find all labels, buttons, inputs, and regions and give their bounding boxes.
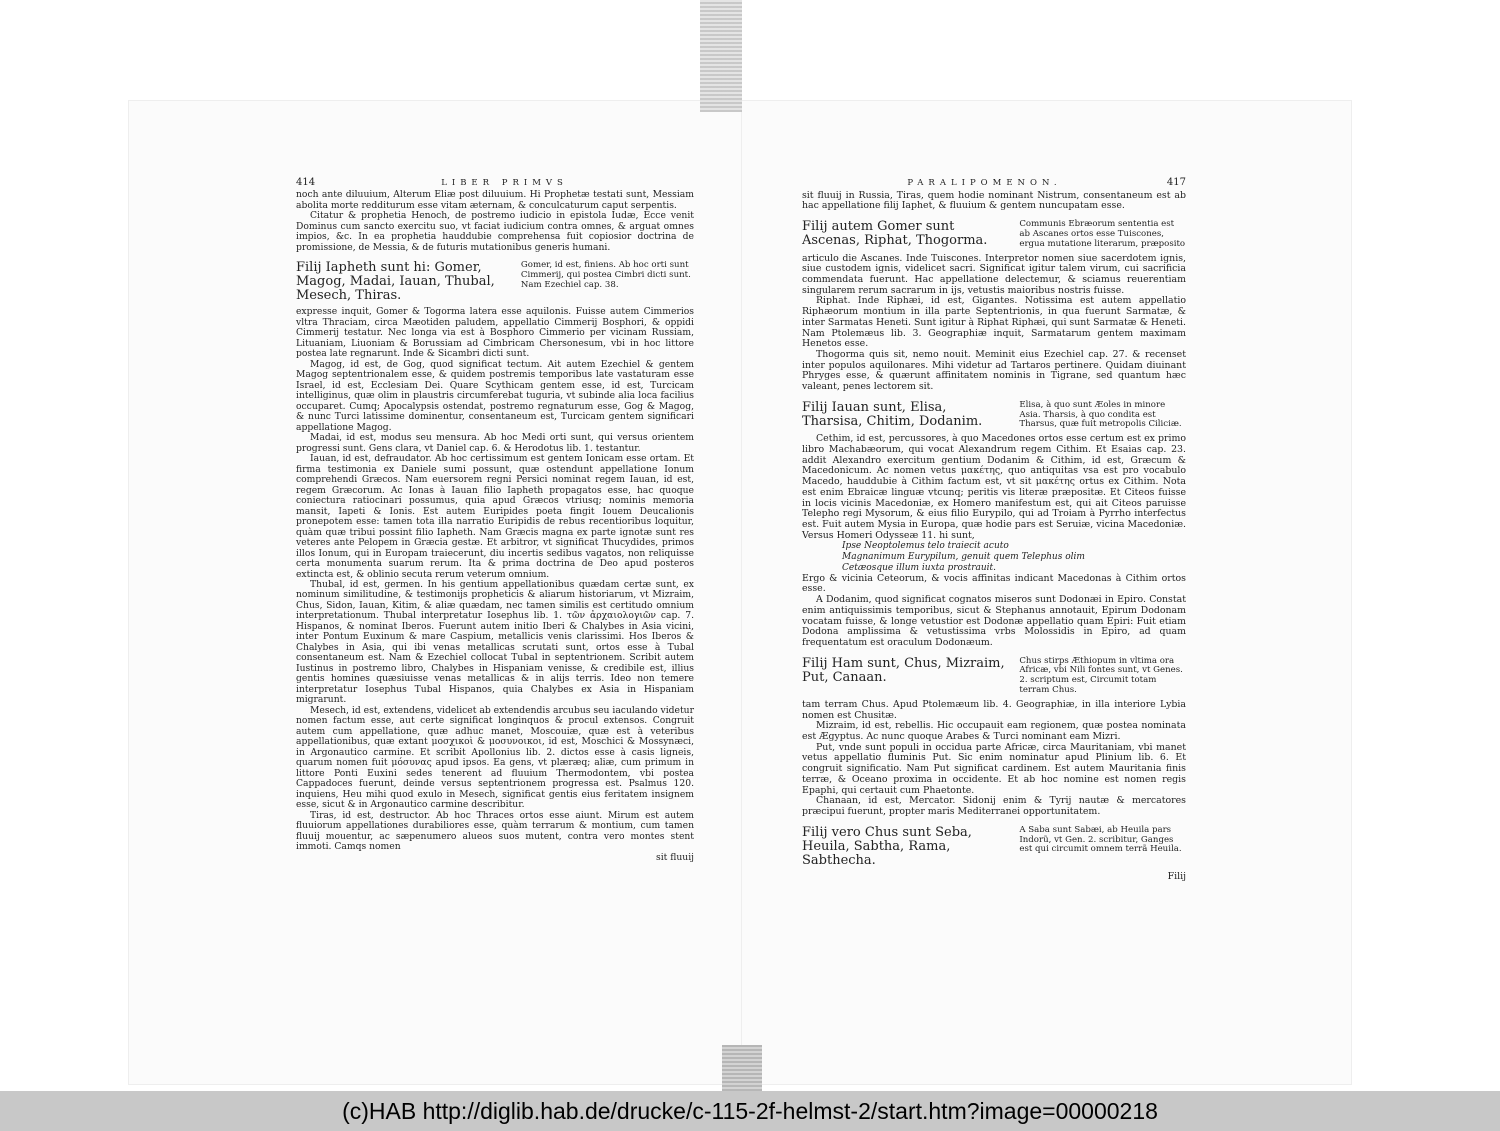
copyright-footer	[0, 1091, 1500, 1131]
paragraph: articulo die Ascanes. Inde Tuiscones. Interpretor nomen siue sacerdotem ignis, siue custodem ignis, videlicet sacri. Significat igitur talem virum, cui sacrificia commendata fuerunt. Hac appellatione delectemur, & sciamus reuerentiam singularem rerum sacrarum in ijs, vetustis maioribus nostris fuisse.	[802, 252, 1186, 296]
bible-verse: Filij Ham sunt, Chus, Mizraim, Put, Canaan.	[802, 655, 1005, 685]
paragraph: Chanaan, id est, Mercator. Sidonij enim & Tyrij nautæ & mercatores præcipui fuerunt, propter maris Mediterranei opportunitatem.	[802, 795, 1186, 818]
verse-block	[802, 220, 1186, 249]
left-running-head	[296, 178, 694, 188]
gutter-shadow-top	[700, 0, 742, 112]
poem-quote	[802, 541, 1186, 573]
paragraph: A Dodanim, quod significat cognatos miseros sunt Dodonæi in Epiro. Constat enim antiquissimis temporibus, sicut & Stephanus annotauit, Epirum Dodonam vocatam fuisse, & longe vetustior est Dodonæ appellatio quam Epiri: Fuit etiam Dodona amplissima & vetustissima vrbs Molossidis in Epiro, ad quam frequentatum est oraculum Dodonæum.	[802, 594, 1186, 648]
gutter-line	[741, 110, 742, 1045]
left-page-number: 414	[296, 177, 316, 188]
paragraph: Cethim, id est, percussores, à quo Macedones ortos esse certum est ex primo libro Machabæorum, qui vocat Alexandrum regem Cithim. Et Esaias cap. 23. addit Alexandro exercitum gentium Dodanim & Cithim, id est, Græcum & Macedonicum. Ac nomen vetus μακέτης, quo antiquitas vsa est pro vocabulo Macedo, hauddubie à Cithim factum est, vt sit μακέτης ortus ex Cithim. Nota est enim Ebraicæ linguæ vtcunq; peritis vis literæ præpositæ. Et Citeos fuisse in locis vicinis Macedoniæ, ex Homero manifestum est, qui ait Citeos paruisse Telepho regi Mysorum, & eius filio Eurypilo, qui ad Troiam à Pyrrho interfectus est. Fuit autem Mysia in Europa, quæ hodie pars est Seruiæ, vicina Macedoniæ. Versus Homeri Odysseæ 11. hi sunt,	[802, 433, 1186, 541]
paragraph: Magog, id est, de Gog, quod significat tectum. Ait autem Ezechiel & gentem Magog septentrionalem esse, & quidem postremis temporibus late vastaturam esse Israel, id est, Ecclesiam Dei. Quare Scythicam gentem esse, id est, Turcicam intelliginus, quæ olim in plaustris circumferebat tuguria, vt subinde alia loca facilius occuparet. Cumq; Apocalypsis ostendat, postremo regnaturum esse, Gog & Magog, & nunc Turci latissime dominentur, consentaneum est, Turcicam gentem significari appellatione Magog.	[296, 358, 694, 433]
margin-note: A Saba sunt Sabæi, ab Heuila pars Indorũ, vt Gen. 2. scribitur, Ganges est qui circumit omnem terrã Heuila.	[1019, 824, 1182, 855]
right-running-title: PARALIPOMENON.	[907, 178, 1062, 188]
margin-note: Elisa, à quo sunt Æoles in minore Asia. Tharsis, à quo condita est Tharsus, quæ fuit metropolis Ciliciæ.	[1019, 399, 1182, 430]
poem-line: Magnanimum Eurypilum, genuit quem Telephus olim	[842, 552, 1085, 563]
paragraph: Riphat. Inde Riphæi, id est, Gigantes. Notissima est autem appellatio Riphæorum montium in illa parte Septentrionis, in qua fuerunt Sarmatæ, & inter Sarmatas Heneti. Sunt igitur à Riphat Riphæi, qui sunt Sarmatæ & Heneti. Nam Ptolemæus lib. 3. Geographiæ inquit, Sarmatarum gentem maximam Henetos esse.	[802, 295, 1186, 350]
left-page	[296, 178, 694, 863]
verse-block	[802, 657, 1186, 696]
paragraph: Citatur & prophetia Henoch, de postremo iudicio in epistola Iudæ, Ecce venit Dominus cum sancto exercitu suo, vt faciat iudicium contra omnes, & arguat omnes impios, &c. In ea prophetia hauddubie comprehensa fuit copiosior doctrina de promissione, de Messia, & de futuris mutationibus generis humani.	[296, 210, 694, 253]
paragraph: sit fluuij in Russia, Tiras, quem hodie nominant Nistrum, consentaneum est ab hac appellatione filij Iaphet, & fluuium & gentem nuncupatam esse.	[802, 189, 1186, 212]
paragraph: Thubal, id est, germen. In his gentium appellationibus quædam certæ sunt, ex nominum similitudine, & testimonijs propheticis & aliarum historiarum, vt Mizraim, Chus, Sidon, Iauan, Kitim, & aliæ quædam, nec tamen similis est certitudo omnium interpretationum. Thubal interpretatur Iosephus lib. 1. τῶν ἀρχαιολογιῶν cap. 7. Hispanos, & nominat Iberos. Fuerunt autem initio Iberi & Chalybes in Asia vicini, inter Pontum Euxinum & mare Caspium, metallicis venis clarissimi. Hos Iberos & Chalybes in Asia, qui ibi venas metallicas scrutati sunt, ortos esse à Tubal consentaneum est. Nam & Ezechiel collocat Tubal in septentrionem. Scribit autem Iustinus in postremo libro, Chalybes in Hispaniam venisse, & credibile est, illius gentis homines quæsiuisse venas metallicas & in alijs terris. Ideo non temere interpretatur Iosephus Tubal Hispanos, quia Chalybes ex Asia in Hispaniam migrarunt.	[296, 578, 694, 706]
poem-line: Cetæosque illum iuxta prostrauit.	[842, 562, 997, 573]
paragraph: tam terram Chus. Apud Ptolemæum lib. 4. Geographiæ, in illa interiore Lybia nomen est Chusitæ.	[802, 698, 1186, 721]
bible-verse: Filij vero Chus sunt Seba, Heuila, Sabtha, Rama, Sabthecha.	[802, 824, 972, 868]
margin-note: Gomer, id est, finiens. Ab hoc orti sunt Cimmerij, qui postea Cimbri dicti sunt. Nam Ezechiel cap. 38.	[520, 260, 691, 290]
paragraph: Mesech, id est, extendens, videlicet ab extendendis arcubus seu iaculando videtur nomen factum esse, aut certe significat longinquos & procul extensos. Congruit autem cum appellatione, quæ adhuc manet, Moscouiæ, quæ est à veteribus appellationibus, quæ extant μοσχικοὶ & μοσυνοικοι, id est, Moschici & Mossynæci, in Argonautico carmine. Et scribit Apollonius lib. 2. dictos esse à casis ligneis, quarum nomen fuit μόσυνας apud ipsos. Ea gens, vt plæræq; aliæ, cum primum in littore Ponti Euxini sedes tenerent ad fluuium Thermodontem, vbi postea Cappadoces fuerunt, deinde versus septentrionem progressa est. Psalmus 120. inquiens, Heu mihi quod exulo in Mesech, significat gentis eius feritatem insignem esse, sicut & in Argonautico carmine describitur.	[296, 704, 694, 811]
gutter-shadow-bottom	[722, 1045, 762, 1091]
paragraph: Ergo & vicinia Ceteorum, & vocis affinitas indicant Macedonas à Cithim ortos esse.	[802, 572, 1186, 595]
paragraph: Tiras, id est, destructor. Ab hoc Thraces ortos esse aiunt. Mirum est autem fluuiorum appellationes durabiliores esse, quàm terrarum & montium, cum tamen fluuij mouentur, ac sæpenumero alueos suos mutent, contra vero montes stent immoti. Camqs nomen	[296, 809, 694, 853]
left-running-title: LIBER PRIMVS	[441, 178, 568, 188]
paragraph: Thogorma quis sit, nemo nouit. Meminit eius Ezechiel cap. 27. & recenset inter populos aquilonares. Mihi videtur ad Tartaros pertinere. Quidam diuinant Phryges esse, & quærunt affinitatem nominis in Tigrane, sed quantum hæc valeant, penes lectorem sit.	[802, 349, 1186, 393]
verse-block	[802, 826, 1186, 868]
catchword: Filij	[1167, 870, 1186, 882]
margin-note: Communis Ebræorum sententia est ab Ascanes ortos esse Tuiscones, ergua mutatione literarum, præposito	[1019, 219, 1186, 249]
verse-block	[296, 261, 694, 303]
bible-verse: Filij autem Gomer sunt Ascenas, Riphat, Thogorma.	[802, 219, 988, 249]
bible-verse: Filij Iapheth sunt hi: Gomer, Magog, Madai, Iauan, Thubal, Mesech, Thiras.	[296, 260, 495, 304]
paragraph: Iauan, id est, defraudator. Ab hoc certissimum est gentem Ionicam esse ortam. Et firma testimonia ex Daniele sumi possunt, quæ ostendunt appellatione Ionum comprehendi Græcos. Nam euersorem regni Persici nominat regem Iauan, id est, regem Græcorum. Ac Ionas à Iauan filio Iapheth propagatos esse, hac quoque coniectura ratiocinari possumus, quia apud Græcos vtriusq; nominis memoria mansit, Iapeti & Ionis. Est autem Euripides poeta fingit Iouem Deucalionis pronepotem esse: tamen tota illa narratio Euripidis de rebus recentioribus loquitur, quàm quæ tribui possint filio Iapheth. Nam Græcis magna ex parte ignotæ sunt res veteres ante Pelopem in Græcia gestæ. Et arbitror, vt significat Thucydides, primos illos Ionum, qui in Europam traiecerunt, diu incertis sedibus vagatos, non reliquisse certa monumenta suarum rerum. Ita & prima doctrina de Deo apud posteros extincta est, & oblinio secuta rerum veterum omnium.	[296, 453, 694, 580]
verse-block	[802, 401, 1186, 430]
poem-line: Ipse Neoptolemus telo traiecit acuto	[842, 541, 1009, 552]
catchword: sit fluuij	[655, 851, 694, 863]
footer-text: (c)HAB http://diglib.hab.de/drucke/c-115-2f-helmst-2/start.htm?image=00000218	[342, 1097, 1158, 1124]
right-running-head	[802, 178, 1186, 189]
paragraph: expresse inquit, Gomer & Togorma latera esse aquilonis. Fuisse autem Cimmerios vltra Thraciam, circa Mæotiden paludem, appellatio Cimmerij Bosphori, & oppidi Cimmerij testatur. Nec longa via est à Bosphoro Cimmerio per vicinam Russiam, Lituaniam, Liuoniam & Borussiam ad Cimbricam Chersonesum, vbi in hoc littore postea late regnarunt. Inde & Sicambri dicti sunt.	[296, 306, 694, 360]
paragraph: Mizraim, id est, rebellis. Hic occupauit eam regionem, quæ postea nominata est Ægyptus. Ac nunc quoque Arabes & Turci nominant eam Mizri.	[802, 720, 1186, 742]
margin-note: Chus stirps Æthiopum in vltima ora Africæ, vbi Nili fontes sunt, vt Genes. 2. scriptum est, Circumit totam terram Chus.	[1019, 655, 1183, 696]
paragraph: noch ante diluuium, Alterum Eliæ post diluuium. Hi Prophetæ testati sunt, Messiam abolita morte redditurum esse vitam æternam, & conculcaturum caput serpentis.	[296, 189, 694, 211]
paragraph: Put, vnde sunt populi in occidua parte Africæ, circa Mauritaniam, vbi manet vetus appellatio fluminis Put. Sic enim nominatur apud Plinium lib. 6. Et congruit significatio. Nam Put significat cardinem. Est autem Mauritania finis terræ, & Oceano proxima in occidente. Et ab hoc nomine est nomen regis Epaphi, qui certauit cum Phaetonte.	[802, 741, 1186, 796]
bible-verse: Filij Iauan sunt, Elisa, Tharsisa, Chitim, Dodanim.	[802, 399, 983, 429]
right-page-number: 417	[1166, 177, 1186, 188]
paragraph: Madai, id est, modus seu mensura. Ab hoc Medi orti sunt, qui versus orientem progressi sunt. Gens clara, vt Daniel cap. 6. & Herodotus lib. 1. testantur.	[296, 432, 694, 454]
right-page	[802, 178, 1186, 882]
